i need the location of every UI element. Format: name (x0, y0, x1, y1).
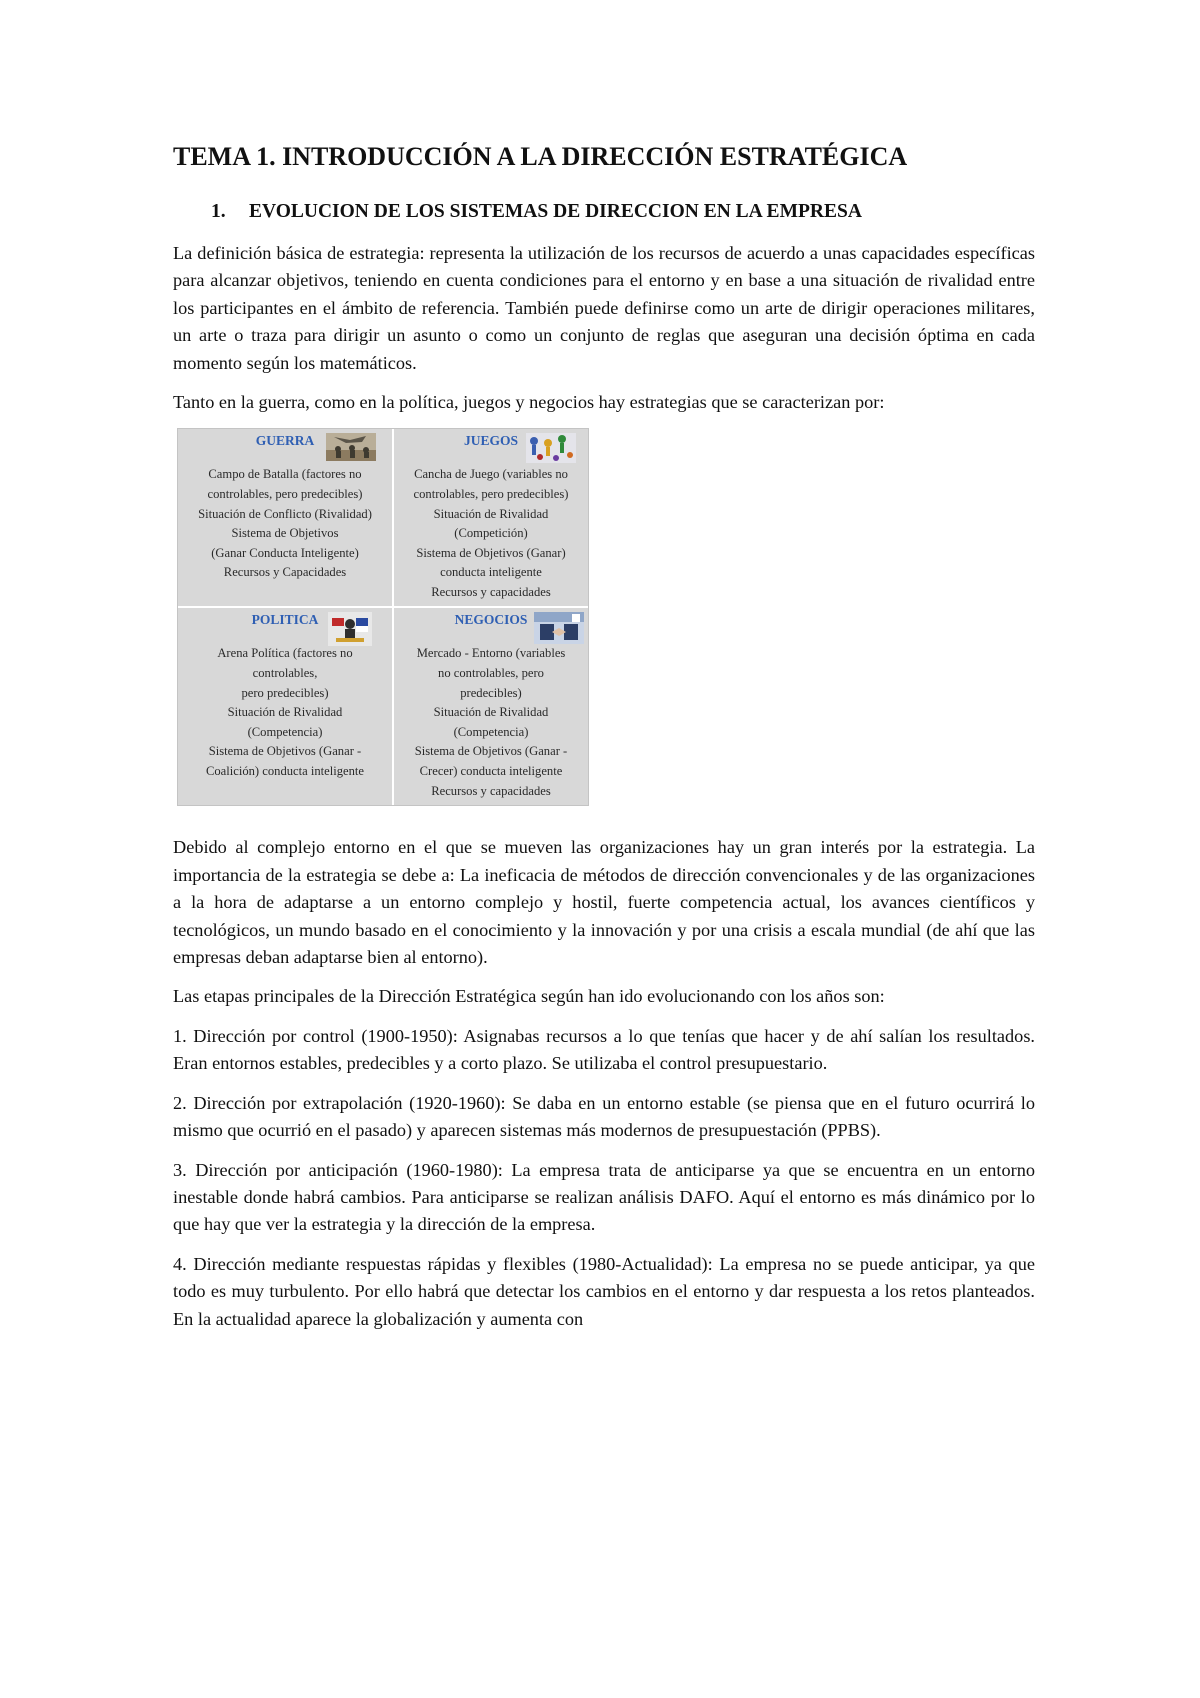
grid-line: Recursos y capacidades (431, 585, 551, 599)
strategy-comparison-grid (177, 428, 589, 806)
grid-cell-guerra (178, 429, 392, 606)
document-title: TEMA 1. INTRODUCCIÓN A LA DIRECCIÓN ESTRATÉGICA (173, 142, 908, 171)
grid-line: controlables, (252, 666, 318, 681)
section-heading (173, 198, 1035, 226)
grid-line: Coalición) conducta inteligente (205, 764, 365, 778)
grid-line: predecibles) (460, 685, 522, 700)
grid-line: Recursos y capacidades (431, 783, 551, 798)
grid-line: (Competencia) (453, 724, 529, 739)
grid-line: (Competición) (454, 526, 528, 541)
paragraph-strategies-intro: Tanto en la guerra, como en la política, juegos y negocios hay estrategias que se caracterizan por: (173, 392, 885, 413)
document-body (173, 140, 1035, 1345)
grid-cell-title: JUEGOS (463, 433, 518, 449)
paragraph-stage-4: 4. Dirección mediante respuestas rápidas y flexibles (1980-Actualidad): La empresa no se puede anticipar, ya que todo es muy turbulento. Por ello habrá que detectar los cambios en el entorno y dar respuesta a los retos planteados. En la actualidad aparece la globalización y aumenta con (173, 1253, 1035, 1329)
grid-line: Sistema de Objetivos (Ganar - (208, 744, 362, 759)
grid-cell-title: NEGOCIOS (454, 612, 528, 628)
paragraph-stage-3: 3. Dirección por anticipación (1960-1980): La empresa trata de anticiparse ya que se encuentra en un entorno inestable donde habrá cambios. Para anticiparse se realizan análisis DAFO. Aquí el entorno es más dinámico por lo que hay que ver la estrategia y la dirección de la empresa. (173, 1159, 1035, 1235)
game-pieces-image (526, 433, 576, 463)
grid-line: Sistema de Objetivos (Ganar) (416, 545, 566, 560)
paragraph-stages-intro: Las etapas principales de la Dirección Estratégica según han ido evolucionando con los años son: (173, 986, 885, 1007)
grid-line: pero predecibles) (241, 685, 329, 700)
business-handshake-image (534, 612, 584, 644)
paragraph-stage-2: 2. Dirección por extrapolación (1920-1960): Se daba en un entorno estable (se piensa que en el futuro ocurrirá lo mismo que ocurrió en el pasado) y aparecen sistemas más modernos de presupuestación (PPBS). (173, 1092, 1035, 1141)
grid-line: no controlables, pero (438, 666, 544, 681)
grid-line: controlables, pero predecibles) (207, 487, 363, 502)
grid-cell-politica (178, 606, 392, 805)
paragraph-stage-1: 1. Dirección por control (1900-1950): Asignabas recursos a lo que tenías que hacer y de ahí salían los resultados. Eran entornos estables, predecibles y a corto plazo. Se utilizaba el control presupuestario. (173, 1025, 1035, 1074)
grid-line: Situación de Rivalidad (433, 705, 549, 720)
paragraph-definition: La definición básica de estrategia: representa la utilización de los recursos de acuerdo a unas capacidades específicas para alcanzar objetivos, teniendo en cuenta condiciones para el entorno y en base a una situación de rivalidad entre los participantes en el ámbito de referencia. También puede definirse como un arte de dirigir operaciones militares, un arte o traza para dirigir un asunto o como un conjunto de reglas que aseguran una decisión óptima en cada momento según los matemáticos. (173, 243, 1035, 373)
grid-line: Crecer) conducta inteligente (419, 764, 563, 778)
grid-cell-negocios (392, 606, 588, 805)
grid-line: Mercado - Entorno (variables (416, 646, 566, 661)
flags-figure-image (328, 612, 372, 646)
grid-cell-title: POLITICA (251, 612, 319, 628)
section-number: 1. (211, 201, 226, 222)
grid-line: Arena Política (factores no (217, 646, 353, 661)
grid-line: Recursos y Capacidades (223, 565, 347, 580)
section-heading-text: EVOLUCION DE LOS SISTEMAS DE DIRECCION EN LA EMPRESA (249, 201, 862, 222)
grid-cell-lines (394, 465, 588, 602)
soldiers-image (326, 433, 376, 461)
grid-cell-lines (178, 465, 392, 583)
grid-cell-lines (178, 644, 392, 781)
grid-line: Campo de Batalla (factores no (208, 467, 362, 482)
grid-line: controlables, pero predecibles) (413, 487, 569, 502)
grid-line: Cancha de Juego (variables no (414, 467, 568, 482)
grid-line: Situación de Rivalidad (227, 705, 343, 720)
grid-cell-title: GUERRA (255, 433, 315, 449)
grid-line: Sistema de Objetivos (231, 526, 339, 541)
paragraph-complex-environment: Debido al complejo entorno en el que se mueven las organizaciones hay un gran interés por la estrategia. La importancia de la estrategia se debe a: La ineficacia de métodos de dirección convencionales y de las organizaciones a la hora de adaptarse a un entorno complejo y hostil, fuerte competencia actual, los avances científicos y tecnológicos, un mundo basado en el conocimiento y la innovación y por una crisis a escala mundial (de ahí que las empresas deban adaptarse bien al entorno). (173, 837, 1035, 968)
grid-line: (Competencia) (247, 724, 323, 739)
grid-line: (Ganar Conducta Inteligente) (211, 545, 359, 560)
grid-cell-lines (394, 644, 588, 801)
grid-line: conducta inteligente (440, 565, 542, 580)
grid-cell-juegos (392, 429, 588, 606)
grid-line: Situación de Conflicto (Rivalidad) (198, 506, 372, 521)
grid-line: Situación de Rivalidad (433, 506, 549, 521)
grid-line: Sistema de Objetivos (Ganar - (414, 744, 568, 759)
